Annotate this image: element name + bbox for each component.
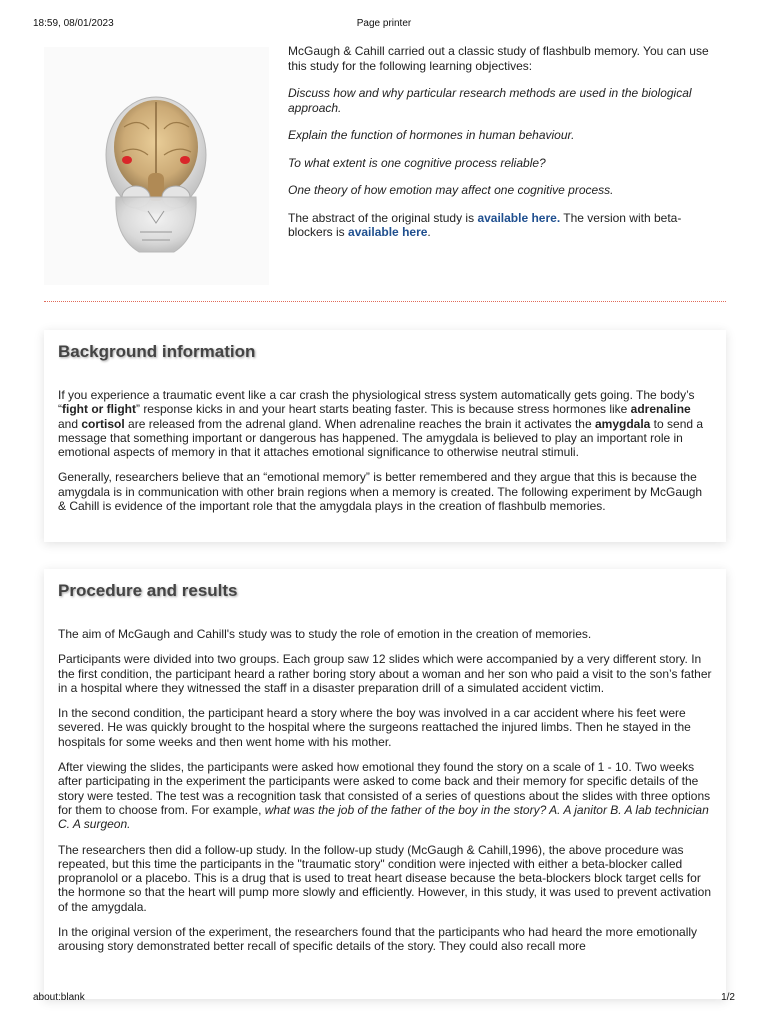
objective-3: To what extent is one cognitive process reliable? — [288, 155, 546, 170]
procedure-paragraph-3: In the second condition, the participant heard a story where the boy was involved in a car accident where his feet were severed. He was quickly brought to the hospital where the surgeons reattached the injured limbs. Then he stayed in the hospitals for some weeks and then went home with his mother. — [58, 706, 691, 749]
procedure-heading: Procedure and results — [58, 581, 238, 600]
procedure-paragraph-4 — [58, 760, 712, 831]
section-divider — [44, 301, 726, 302]
abstract-text-end: . — [427, 225, 431, 239]
brain-illustration — [44, 47, 269, 285]
proc-example-question: what was the job of the father of the boy in the story? A. A janitor B. A lab technician C. A surgeon. — [58, 802, 709, 832]
beta-blocker-link[interactable]: available here — [348, 225, 428, 239]
procedure-paragraph-5: The researchers then did a follow-up study. In the follow-up study (McGaugh & Cahill,1996), the above procedure was repeated, but this time the participants in the "traumatic story" condition were injected with either a beta-blocker called propranolol or a placebo. This is a drug that is used to treat heart disease because the beta-blockers block target cells for the hormone so that the heart will pump more slowly and efficiently. However, in this study, it was used to prevent activation of the amygdala. — [58, 842, 711, 914]
intro-lead: McGaugh & Cahill carried out a classic study of flashbulb memory. You can use this study for the following learning objectives: — [288, 44, 709, 73]
objective-2: Explain the function of hormones in human behaviour. — [288, 128, 575, 142]
print-datetime: 18:59, 08/01/2023 — [33, 18, 114, 29]
background-card — [44, 330, 726, 542]
objective-1: Discuss how and why particular research methods are used in the biological approach. — [288, 86, 692, 115]
bg-text-e: are released from the adrenal gland. When adrenaline reaches the brain it activates the — [124, 416, 595, 431]
bg-text-a: If you experience a traumatic event like a car crash the physiological stress system automatically gets going. The body’s “ — [58, 388, 695, 417]
background-heading: Background information — [58, 342, 256, 361]
background-paragraph-1 — [58, 388, 712, 459]
bg-text-f: to send a message that something important or dangerous has happened. The amygdala is believed to play an important role in emotional aspects of memory in that it attaches emotional significance to otherwise neutral stimuli. — [58, 416, 704, 460]
bg-bold-amygdala: amygdala — [594, 416, 651, 431]
print-title: Page printer — [356, 18, 412, 29]
procedure-card — [44, 569, 726, 999]
bg-text-c: ” response kicks in and your heart starts beating faster. This is because stress hormones like — [135, 402, 631, 417]
abstract-links — [288, 211, 724, 240]
procedure-paragraph-1: The aim of McGaugh and Cahill's study was to study the role of emotion in the creation of memories. — [58, 627, 592, 641]
print-url: about:blank — [33, 992, 85, 1003]
abstract-link[interactable]: available here. — [477, 210, 561, 225]
abstract-text-mid: The version with beta-blockers is — [288, 210, 682, 239]
bg-bold-fight-or-flight: fight or flight — [62, 402, 136, 417]
abstract-text-pre: The abstract of the original study is — [288, 210, 478, 225]
bg-text-d: and — [58, 416, 82, 431]
objective-4: One theory of how emotion may affect one cognitive process. — [288, 183, 614, 197]
brain-skull-image — [44, 47, 269, 285]
proc-text-4: After viewing the slides, the participants were asked how emotional they found the story on a scale of 1 - 10. Two weeks after participating in the experiment the participants were asked to come back and their memory for specific details of the story were tested. The test was a recognition task that consisted of a series of questions about the slides with three options for them to choose from. For example, — [58, 760, 711, 817]
bg-bold-cortisol: cortisol — [81, 416, 125, 431]
procedure-paragraph-6: In the original version of the experiment, the researchers found that the participants who had heard the more emotionally arousing story demonstrated better recall of specific details of the story. They could also recall more — [58, 925, 698, 954]
background-paragraph-2: Generally, researchers believe that an “emotional memory” is better remembered and they argue that this is because the amygdala is in communication with other brain regions when a memory is created. The following experiment by McGaugh & Cahill is evidence of the important role that the amygdala plays in the creation of flashbulb memories. — [58, 470, 703, 514]
intro-section — [288, 44, 724, 253]
bg-bold-adrenaline: adrenaline — [630, 402, 691, 417]
procedure-paragraph-2: Participants were divided into two groups. Each group saw 12 slides which were accompanied by a very different story. In the first condition, the participant heard a rather boring story about a woman and her son who paid a visit to the son’s father in a hospital where they witnessed the staff in a disaster preparation drill of a simulated accident victim. — [58, 652, 712, 695]
page-number: 1/2 — [721, 992, 735, 1003]
